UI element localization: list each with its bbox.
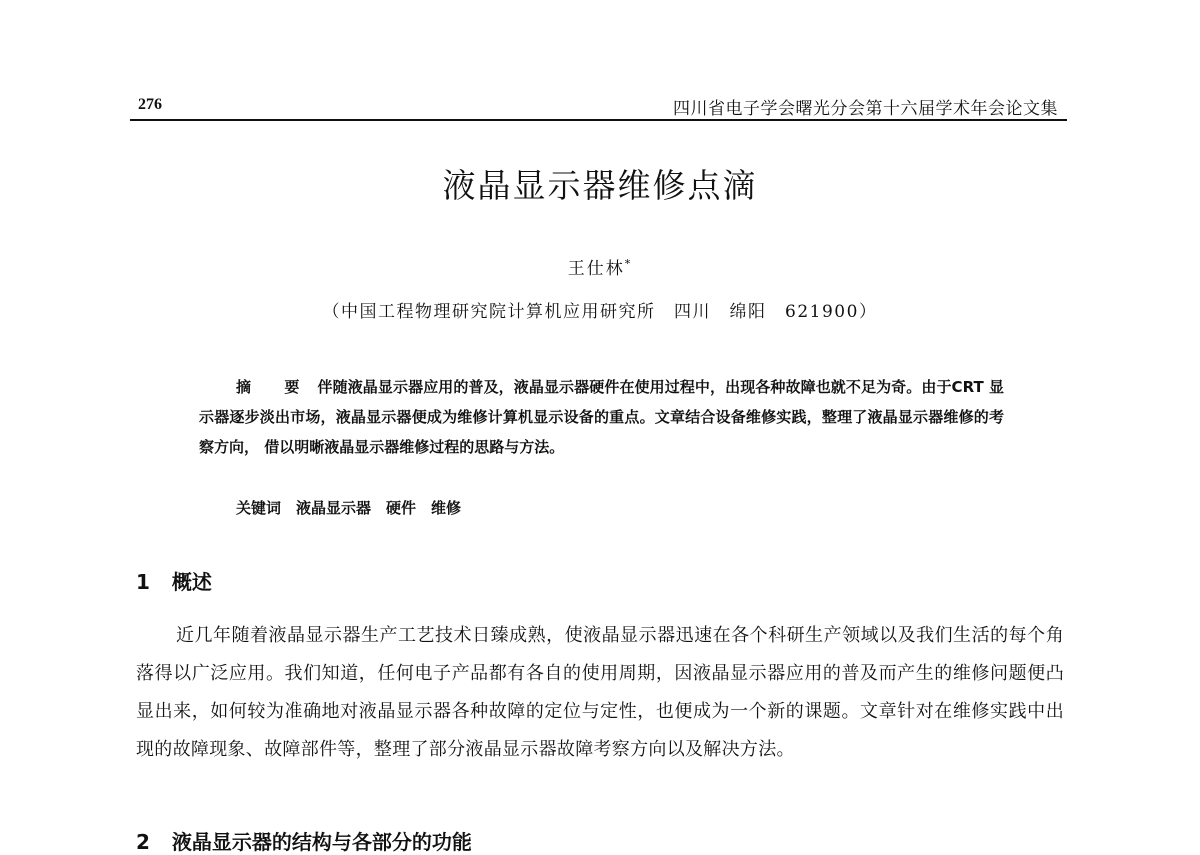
- keywords-label: 关键词: [236, 499, 282, 517]
- author-footnote-mark: *: [624, 257, 633, 271]
- affiliation: （中国工程物理研究院计算机应用研究所 四川 绵阳 621900）: [322, 302, 878, 322]
- section-number: 1: [136, 570, 150, 594]
- section-title: 概述: [171, 570, 212, 594]
- section-number: 2: [136, 830, 150, 854]
- author-name: 王仕林: [567, 259, 625, 279]
- abstract-label: 摘 要: [236, 378, 314, 396]
- running-title: 四川省电子学会曙光分会第十六届学术年会论文集: [673, 99, 1058, 119]
- keywords-items: 液晶显示器 硬件 维修: [296, 499, 462, 517]
- keywords: [236, 497, 461, 518]
- section-title: 液晶显示器的结构与各部分的功能: [171, 830, 472, 854]
- body-paragraph: 近几年随着液晶显示器生产工艺技术日臻成熟，使液晶显示器迅速在各个科研生产领域以及我们生活的每个角落得以广泛应用。我们知道，任何电子产品都有各自的使用周期，因液晶显示器应用的普及而产生的维修问题便凸显出来，如何较为准确地对液晶显示器各种故障的定位与定性，也便成为一个新的课题。文章针对在维修实践中出现的故障现象、故障部件等，整理了部分液晶显示器故障考察方向以及解决方法。: [136, 625, 1064, 760]
- section-heading-structure: [136, 826, 472, 855]
- section-heading-overview: [136, 566, 212, 595]
- abstract: [199, 372, 1004, 462]
- abstract-text: 伴随液晶显示器应用的普及，液晶显示器硬件在使用过程中，出现各种故障也就不足为奇。由于CRT 显示器逐步淡出市场，液晶显示器便成为维修计算机显示设备的重点。文章结合设备维修实践，整理了液晶显示器维修的考察方向， 借以明晰液晶显示器维修过程的思路与方法。: [199, 378, 1004, 456]
- paper-title: 液晶显示器维修点滴: [442, 166, 758, 205]
- header-rule: [130, 119, 1067, 121]
- page-number: 276: [138, 96, 162, 113]
- author-line: [0, 254, 1200, 279]
